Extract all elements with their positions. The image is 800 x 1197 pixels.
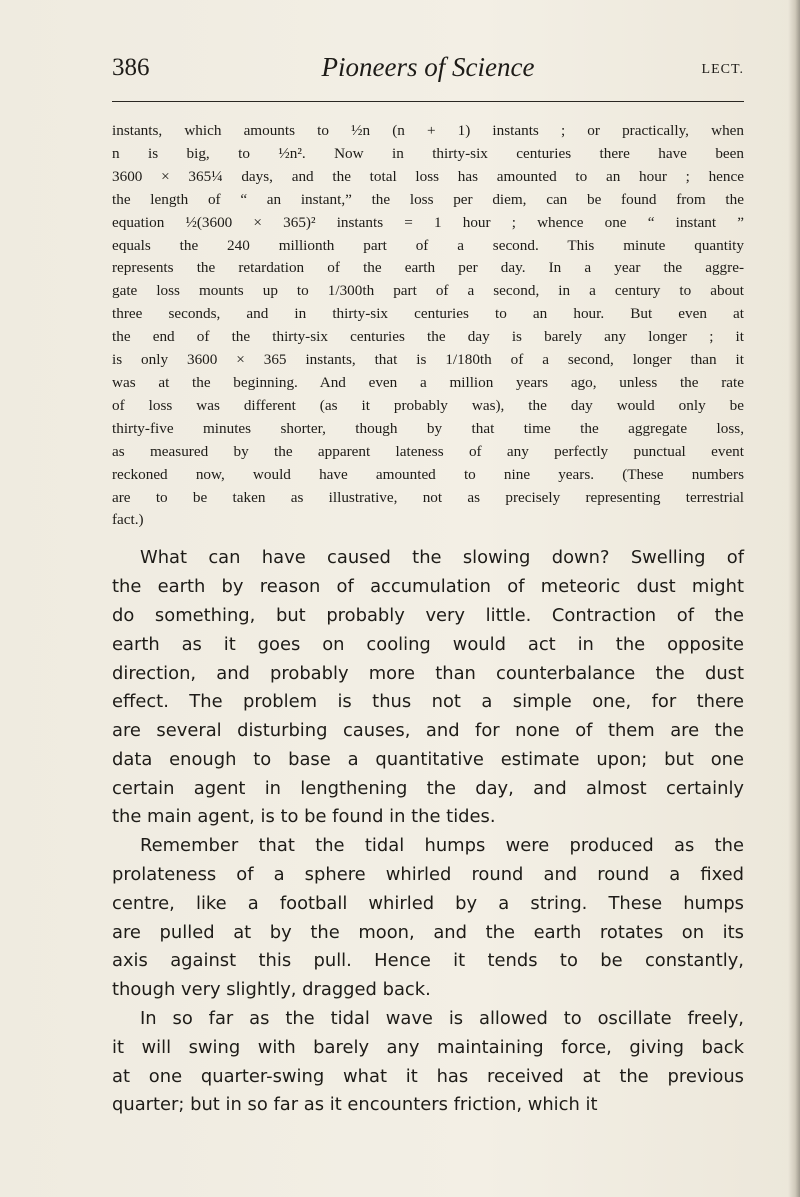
text-line: three seconds, and in thirty-six centuries to an hour. But even at [112, 305, 744, 323]
paragraph-tidal-wave [112, 1005, 744, 1120]
text-line: represents the retardation of the earth per day. In a year the aggre- [112, 259, 744, 277]
paragraph-tidal-humps [112, 832, 744, 1005]
text-line: equation ½(3600 × 365)² instants = 1 hour ; whence one “ instant ” [112, 213, 744, 231]
text-line: the end of the thirty-six centuries the day is barely any longer ; it [112, 328, 744, 346]
text-line: it will swing with barely any maintaining force, giving back [112, 1036, 744, 1058]
text-line: quarter; but in so far as it encounters friction, which it [112, 1094, 598, 1116]
text-line: at one quarter-swing what it has received at the previous [112, 1065, 744, 1087]
text-line: instants, which amounts to ½n (n + 1) instants ; or practically, when [112, 122, 744, 139]
text-line: certain agent in lengthening the day, and almost certainly [112, 777, 744, 799]
text-line: direction, and probably more than counterbalance the dust [112, 662, 744, 684]
text-line: equals the 240 millionth part of a second. This minute quantity [112, 236, 744, 254]
text-line: fact.) [112, 511, 144, 529]
text-line: effect. The problem is thus not a simple one, for there [112, 691, 744, 713]
text-line: reckoned now, would have amounted to nine years. (These numbers [112, 465, 744, 483]
paragraph-slowing-causes [112, 544, 744, 832]
text-line: 3600 × 365¼ days, and the total loss has amounted to an hour ; hence [112, 167, 744, 185]
text-line: data enough to base a quantitative estimate upon; but one [112, 748, 744, 770]
text-line: do something, but probably very little. Contraction of the [112, 604, 744, 626]
paragraph-small-print [112, 120, 744, 532]
running-title: Pioneers of Science [321, 52, 535, 82]
text-line: gate loss mounts up to 1/300th part of a second, in a century to about [112, 282, 744, 300]
text-line: though very slightly, dragged back. [112, 979, 431, 1001]
text-line: axis against this pull. Hence it tends to be constantly, [112, 950, 744, 972]
header-rule [112, 101, 744, 102]
text-line: What can have caused the slowing down? Swelling of [140, 547, 744, 569]
text-line: Remember that the tidal humps were produced as the [140, 835, 744, 857]
text-line: earth as it goes on cooling would act in the opposite [112, 633, 744, 655]
text-line: was at the beginning. And even a million years ago, unless the rate [112, 373, 744, 391]
lecture-label: LECT. [701, 62, 744, 77]
text-line: thirty-five minutes shorter, though by that time the aggregate loss, [112, 419, 744, 437]
text-line: are to be taken as illustrative, not as precisely representing terrestrial [112, 488, 744, 506]
text-line: In so far as the tidal wave is allowed to oscillate freely, [140, 1008, 744, 1030]
page-edge-shadow [788, 0, 800, 1197]
page-header [112, 50, 744, 90]
text-line: centre, like a football whirled by a string. These humps [112, 892, 744, 914]
text-line: the length of “ an instant,” the loss per diem, can be found from the [112, 190, 744, 208]
text-line: n is big, to ½n². Now in thirty-six centuries there have been [112, 144, 744, 162]
text-line: the earth by reason of accumulation of meteoric dust might [112, 576, 744, 598]
text-line: as measured by the apparent lateness of any perfectly punctual event [112, 442, 744, 460]
body-text [112, 120, 744, 1120]
page-number: 386 [112, 54, 150, 81]
text-line: of loss was different (as it probably was), the day would only be [112, 396, 744, 414]
text-line: is only 3600 × 365 instants, that is 1/180th of a second, longer than it [112, 351, 744, 369]
text-line: prolateness of a sphere whirled round and round a fixed [112, 864, 744, 886]
text-line: the main agent, is to be found in the tides. [112, 806, 496, 828]
text-line: are several disturbing causes, and for none of them are the [112, 720, 744, 742]
text-line: are pulled at by the moon, and the earth rotates on its [112, 921, 744, 943]
